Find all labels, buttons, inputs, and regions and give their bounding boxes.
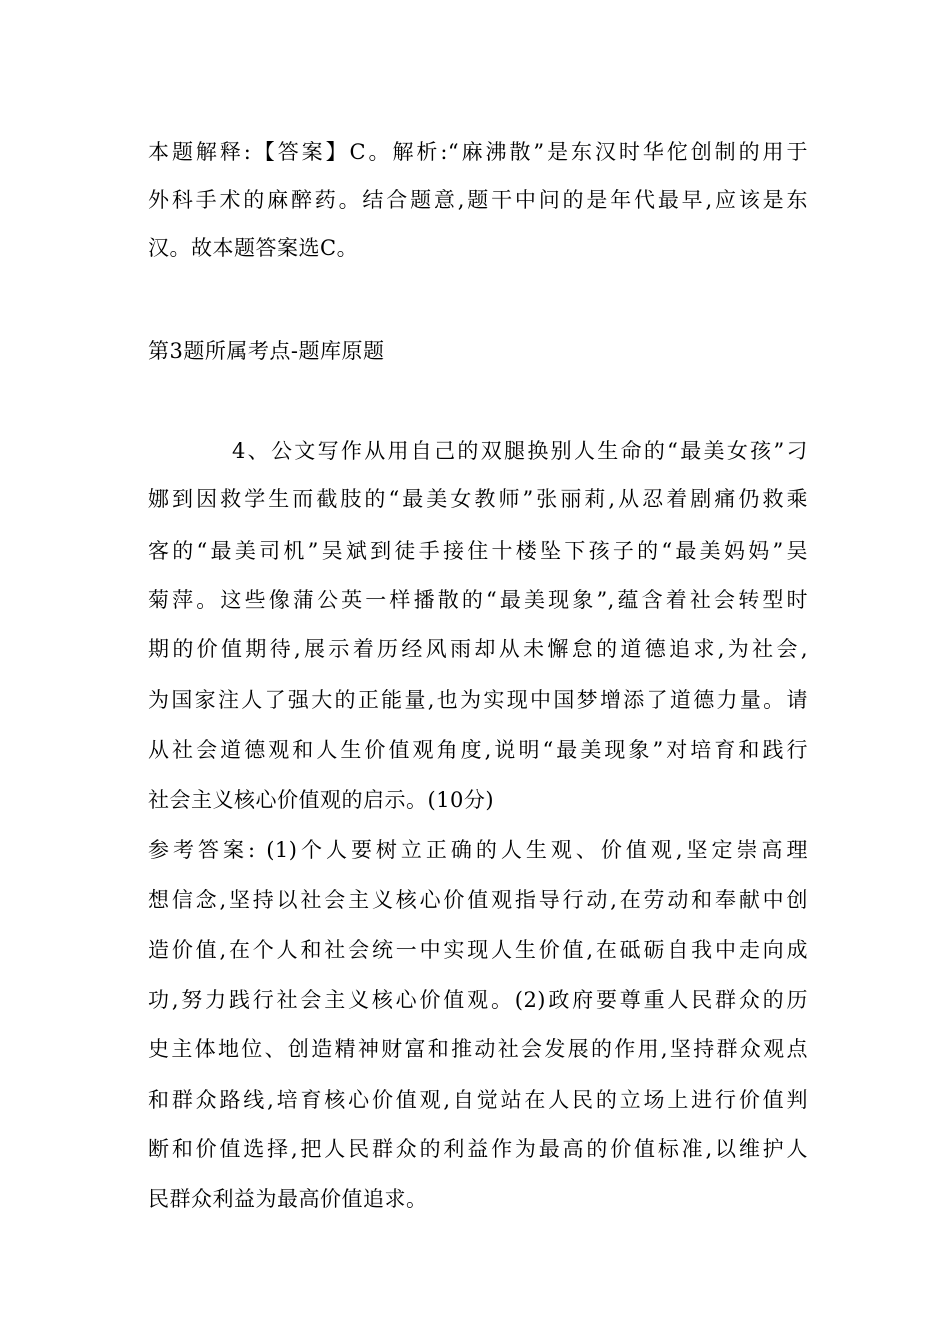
question-line: 社会主义核心价值观的启示。(10分) bbox=[148, 788, 495, 812]
question-line: 菊萍。这些像蒲公英一样播散的“最美现象”,蕴含着社会转型时 bbox=[148, 588, 808, 612]
explanation-line: 外科手术的麻醉药。结合题意,题干中问的是年代最早,应该是东 bbox=[148, 188, 808, 212]
answer-line: 断和价值选择,把人民群众的利益作为最高的价值标准,以维护人 bbox=[148, 1137, 808, 1161]
question-line: 从社会道德观和人生价值观角度,说明“最美现象”对培育和践行 bbox=[148, 738, 808, 762]
answer-line: 民群众利益为最高价值追求。 bbox=[148, 1187, 428, 1211]
question-line: 期的价值期待,展示着历经风雨却从未懈怠的道德追求,为社会, bbox=[148, 637, 808, 661]
question-line: 4、公文写作从用自己的双腿换别人生命的“最美女孩”刁 bbox=[232, 439, 808, 463]
answer-line: 参考答案: (1)个人要树立正确的人生观、价值观,坚定崇高理 bbox=[148, 838, 808, 862]
question-line: 客的“最美司机”吴斌到徒手接住十楼坠下孩子的“最美妈妈”吴 bbox=[148, 539, 808, 563]
answer-line: 想信念,坚持以社会主义核心价值观指导行动,在劳动和奉献中创 bbox=[148, 888, 808, 912]
answer-line: 和群众路线,培育核心价值观,自觉站在人民的立场上进行价值判 bbox=[148, 1088, 808, 1112]
question-line: 娜到因救学生而截肢的“最美女教师”张丽莉,从忍着剧痛仍救乘 bbox=[148, 487, 808, 511]
question-line: 为国家注人了强大的正能量,也为实现中国梦增添了道德力量。请 bbox=[148, 688, 808, 712]
answer-line: 功,努力践行社会主义核心价值观。(2)政府要尊重人民群众的历 bbox=[148, 988, 808, 1012]
explanation-line: 汉。故本题答案选C。 bbox=[148, 236, 359, 260]
section-heading: 第3题所属考点-题库原题 bbox=[148, 339, 385, 363]
explanation-line: 本题解释:【答案】C。解析:“麻沸散”是东汉时华佗创制的用于 bbox=[148, 140, 808, 164]
answer-line: 史主体地位、创造精神财富和推动社会发展的作用,坚持群众观点 bbox=[148, 1037, 808, 1061]
answer-line: 造价值,在个人和社会统一中实现人生价值,在砥砺自我中走向成 bbox=[148, 938, 808, 962]
